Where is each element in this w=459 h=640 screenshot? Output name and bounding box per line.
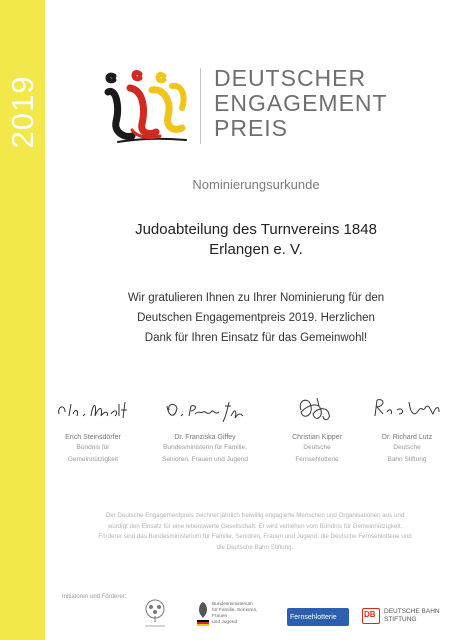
handwritten-signature-1 [53,392,133,426]
signatory-role-2-line-2: Senioren, Frauen und Jugend [161,456,248,463]
message-line-1: Wir gratulieren Ihnen zu Ihrer Nominierung für den [127,292,385,304]
footer-line-3: Förderer sind das Bundesministerium für Familie, Senioren, Frauen und Jugend, die Deutsche Fernsehlotterie und [98,533,412,540]
certificate-subtitle: Nominierungsurkunde [192,177,320,192]
prize-title [214,66,388,141]
gemeinnuetzigkeit-tree-logo [140,598,170,630]
partners-label: Initiatoren und Förderer: [62,594,127,600]
message-line-3: Dank für Ihren Einsatz für das Gemeinwohl! [144,332,368,344]
title-line-3: PREIS [214,115,289,141]
db-stiftung-line-2: STIFTUNG [384,616,417,623]
handwritten-signature-4 [369,392,445,426]
ministry-line-3: und Jugend [212,620,238,625]
year-text: 2019 [5,75,40,149]
signature-block-2 [150,392,260,465]
footer-line-4: die Deutsche Bahn Stiftung. [216,543,294,551]
message-line-2: Deutschen Engagementpreis 2019. Herzlichen [137,312,375,324]
db-stiftung-line-1: DEUTSCHE BAHN [384,608,440,615]
title-line-2: ENGAGEMENT [214,90,388,116]
db-stiftung-text [384,608,440,624]
signature-block-1 [38,392,148,465]
year-label [4,62,42,162]
logo-divider [200,68,201,144]
signature-block-4 [352,392,459,465]
organisation-name [60,220,452,260]
fernsehlotterie-logo [287,608,349,626]
footer-description [62,511,448,553]
ministry-logo-text [212,602,272,626]
title-line-1: DEUTSCHER [214,65,367,91]
engagement-crown-logo [102,66,190,146]
signatory-role-1-line-1: Bündnis für [76,444,110,451]
db-mark [362,608,380,624]
signatory-name-3: Christian Kipper [292,434,342,441]
organisation-line-2: Erlangen e. V. [209,241,303,258]
organisation-line-1: Judoabteilung des Turnvereins 1848 [135,221,377,238]
signatory-name-4: Dr. Richard Lutz [381,434,433,441]
signatory-name-1: Erich Steinsdörfer [65,434,121,441]
handwritten-signature-3 [287,392,347,426]
ministry-line-2: für Familie, Senioren, Frauen [212,608,258,619]
congratulation-message [60,288,452,348]
db-mark-text: DB [364,610,376,619]
signatory-name-2: Dr. Franziska Giffey [174,434,236,441]
federal-eagle-logo [196,598,210,630]
handwritten-signature-2 [155,392,255,426]
signatory-role-4-line-1: Deutsche [393,444,421,451]
signatory-role-1-line-2: Gemeinnützigkeit [67,456,119,463]
signatory-role-3-line-1: Deutsche [303,444,331,451]
ministry-line-1: Bundesministerium [212,602,253,607]
footer-line-1: Der Deutsche Engagementpreis zeichnet jährlich freiwillig engagierte Menschen und Organisationen aus und [105,512,405,519]
footer-line-2: würdigt den Einsatz für eine lebenswerte Gesellschaft. Er wird verliehen vom Bündnis für Gemeinnützigkeit. [107,522,403,530]
fernsehlotterie-text: Fernsehlotterie [290,614,337,621]
signatory-role-2-line-1: Bundesministerin für Familie, [163,444,247,451]
signatory-role-3-line-2: Fernsehlotterie [295,456,339,463]
signatory-role-4-line-2: Bahn Stiftung [387,456,427,463]
